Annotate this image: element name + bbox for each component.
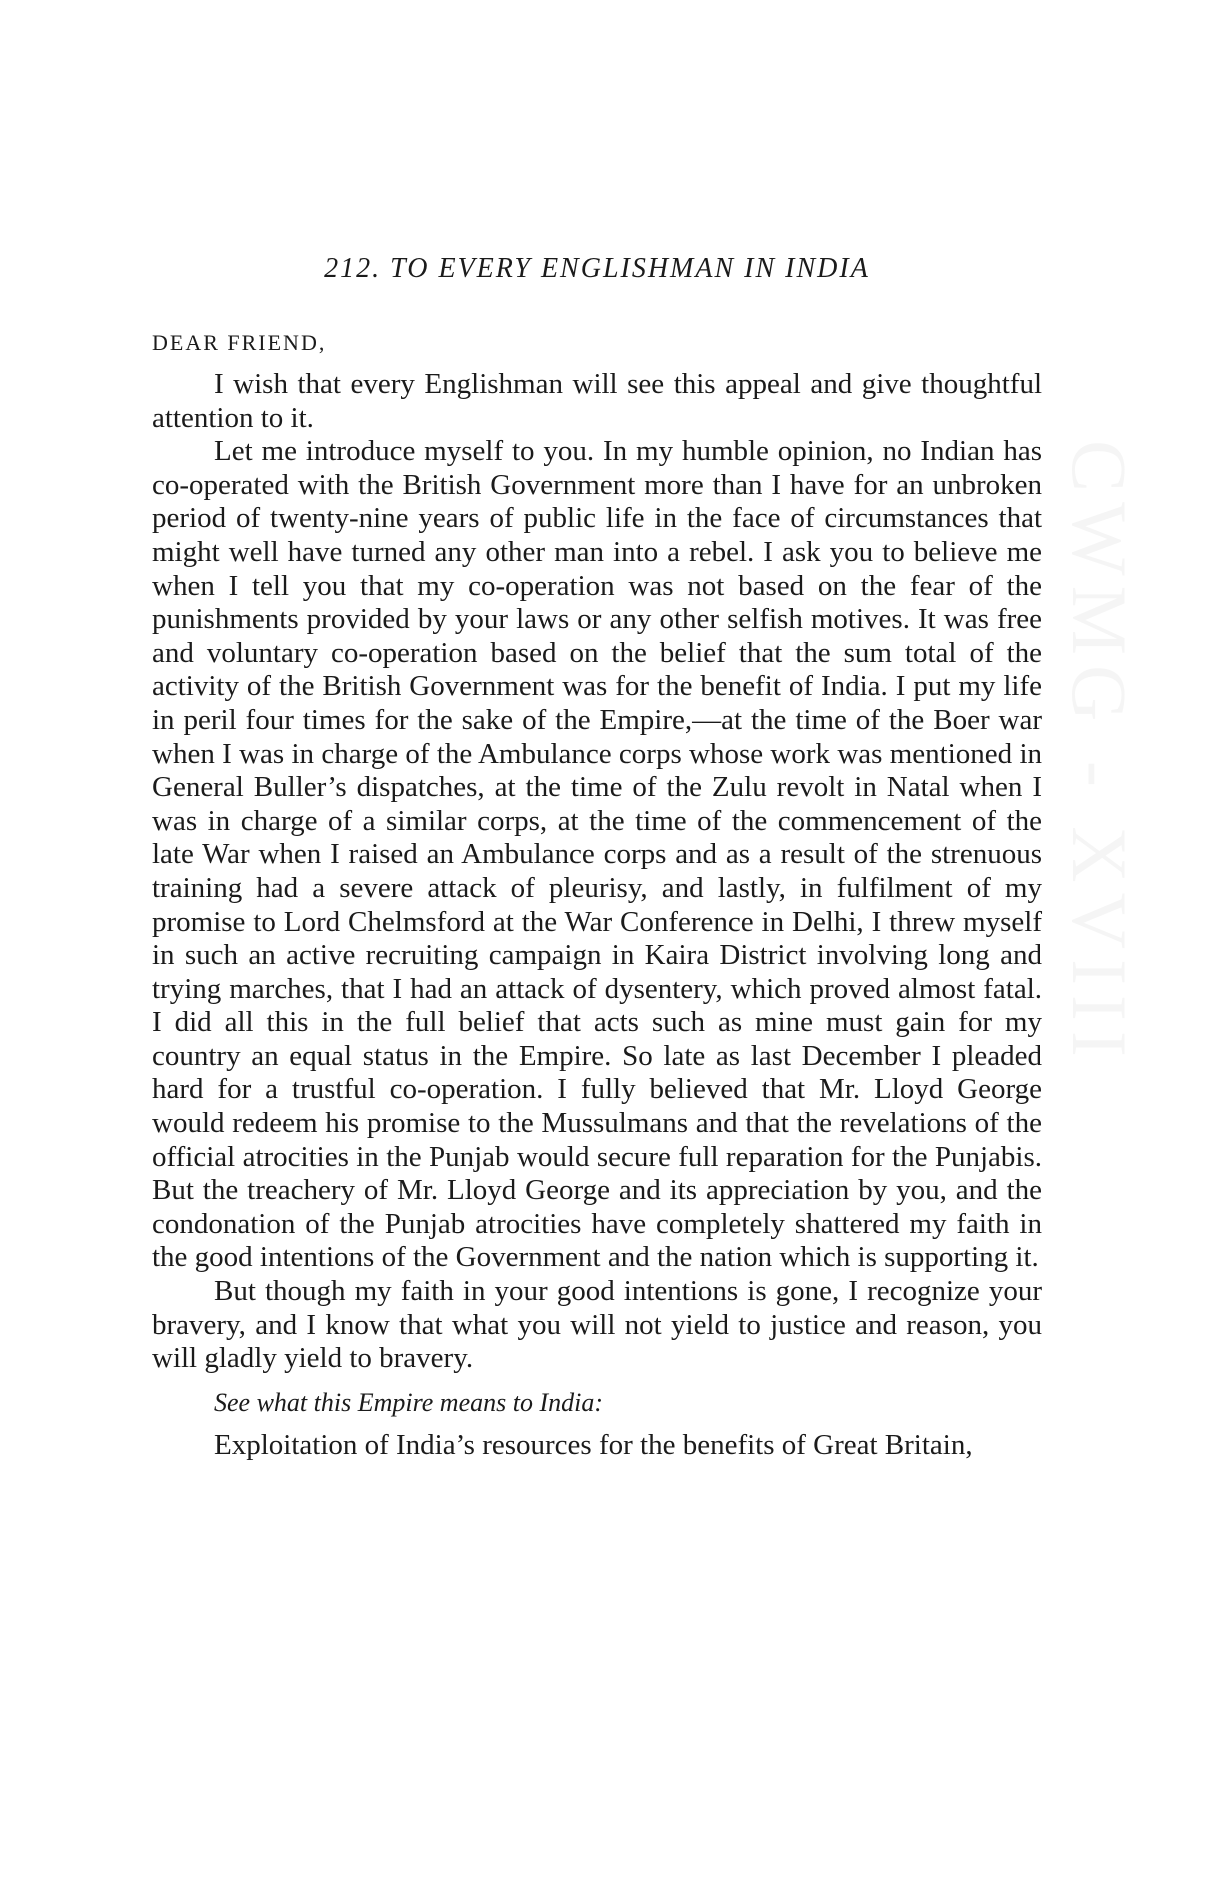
paragraph-exploitation: Exploitation of India’s resources for the benefits of Great Britain, xyxy=(214,1429,973,1462)
page-title: 212. TO EVERY ENGLISHMAN IN INDIA xyxy=(324,253,870,284)
paragraph-introduction: Let me introduce myself to you. In my humble opinion, no Indian has co-operated with the British Government more than I have for an unbroken period of twenty-nine years of public life in the face of circumstances that might well have turned any other man into a rebel. I ask you to believe me when I tell you that my co-operation was not based on the fear of the punishments provided by your laws or any other selfish motives. It was free and voluntary co-operation based on the belief that the sum total of the activity of the British Government was for the benefit of India. I put my life in peril four times for the sake of the Empire,—at the time of the Boer war when I was in charge of the Ambulance corps whose work was mentioned in General Buller’s dispatches, at the time of the Zulu revolt in Natal when I was in charge of a similar corps, at the time of the commencement of the late War when I raised an Ambulance corps and as a result of the strenuous training had a severe attack of pleurisy, and lastly, in fulfilment of my promise to Lord Chelmsford at the War Conference in Delhi, I threw myself in such an active recruiting campaign in Kaira District involving long and trying marches, that I had an attack of dysentery, which proved almost fatal. I did all this in the full belief that acts such as mine must gain for my country an equal status in the Empire. So late as last December I pleaded hard for a trustful co-operation. I fully believed that Mr. Lloyd George would redeem his promise to the Mussulmans and that the revelations of the official atrocities in the Punjab would secure full reparation for the Punjabis. But the treachery of Mr. Lloyd George and its appreciation by you, and the condonation of the Punjab atrocities have completely shattered my faith in the good intentions of the Government and the nation which is supporting it. xyxy=(152,435,1042,1274)
paragraph-bravery: But though my faith in your good intentions is gone, I recognize your bravery, and I know that what you will not yield to justice and reason, you will gladly yield to bravery. xyxy=(152,1275,1042,1375)
salutation: DEAR FRIEND, xyxy=(152,330,327,355)
document-page xyxy=(152,252,1042,1463)
paragraph-appeal: I wish that every Englishman will see this appeal and give thoughtful attention to it. xyxy=(152,368,1042,434)
watermark: CWMG - XVIII xyxy=(1056,440,1143,1067)
italic-line: See what this Empire means to India: xyxy=(214,1387,603,1417)
